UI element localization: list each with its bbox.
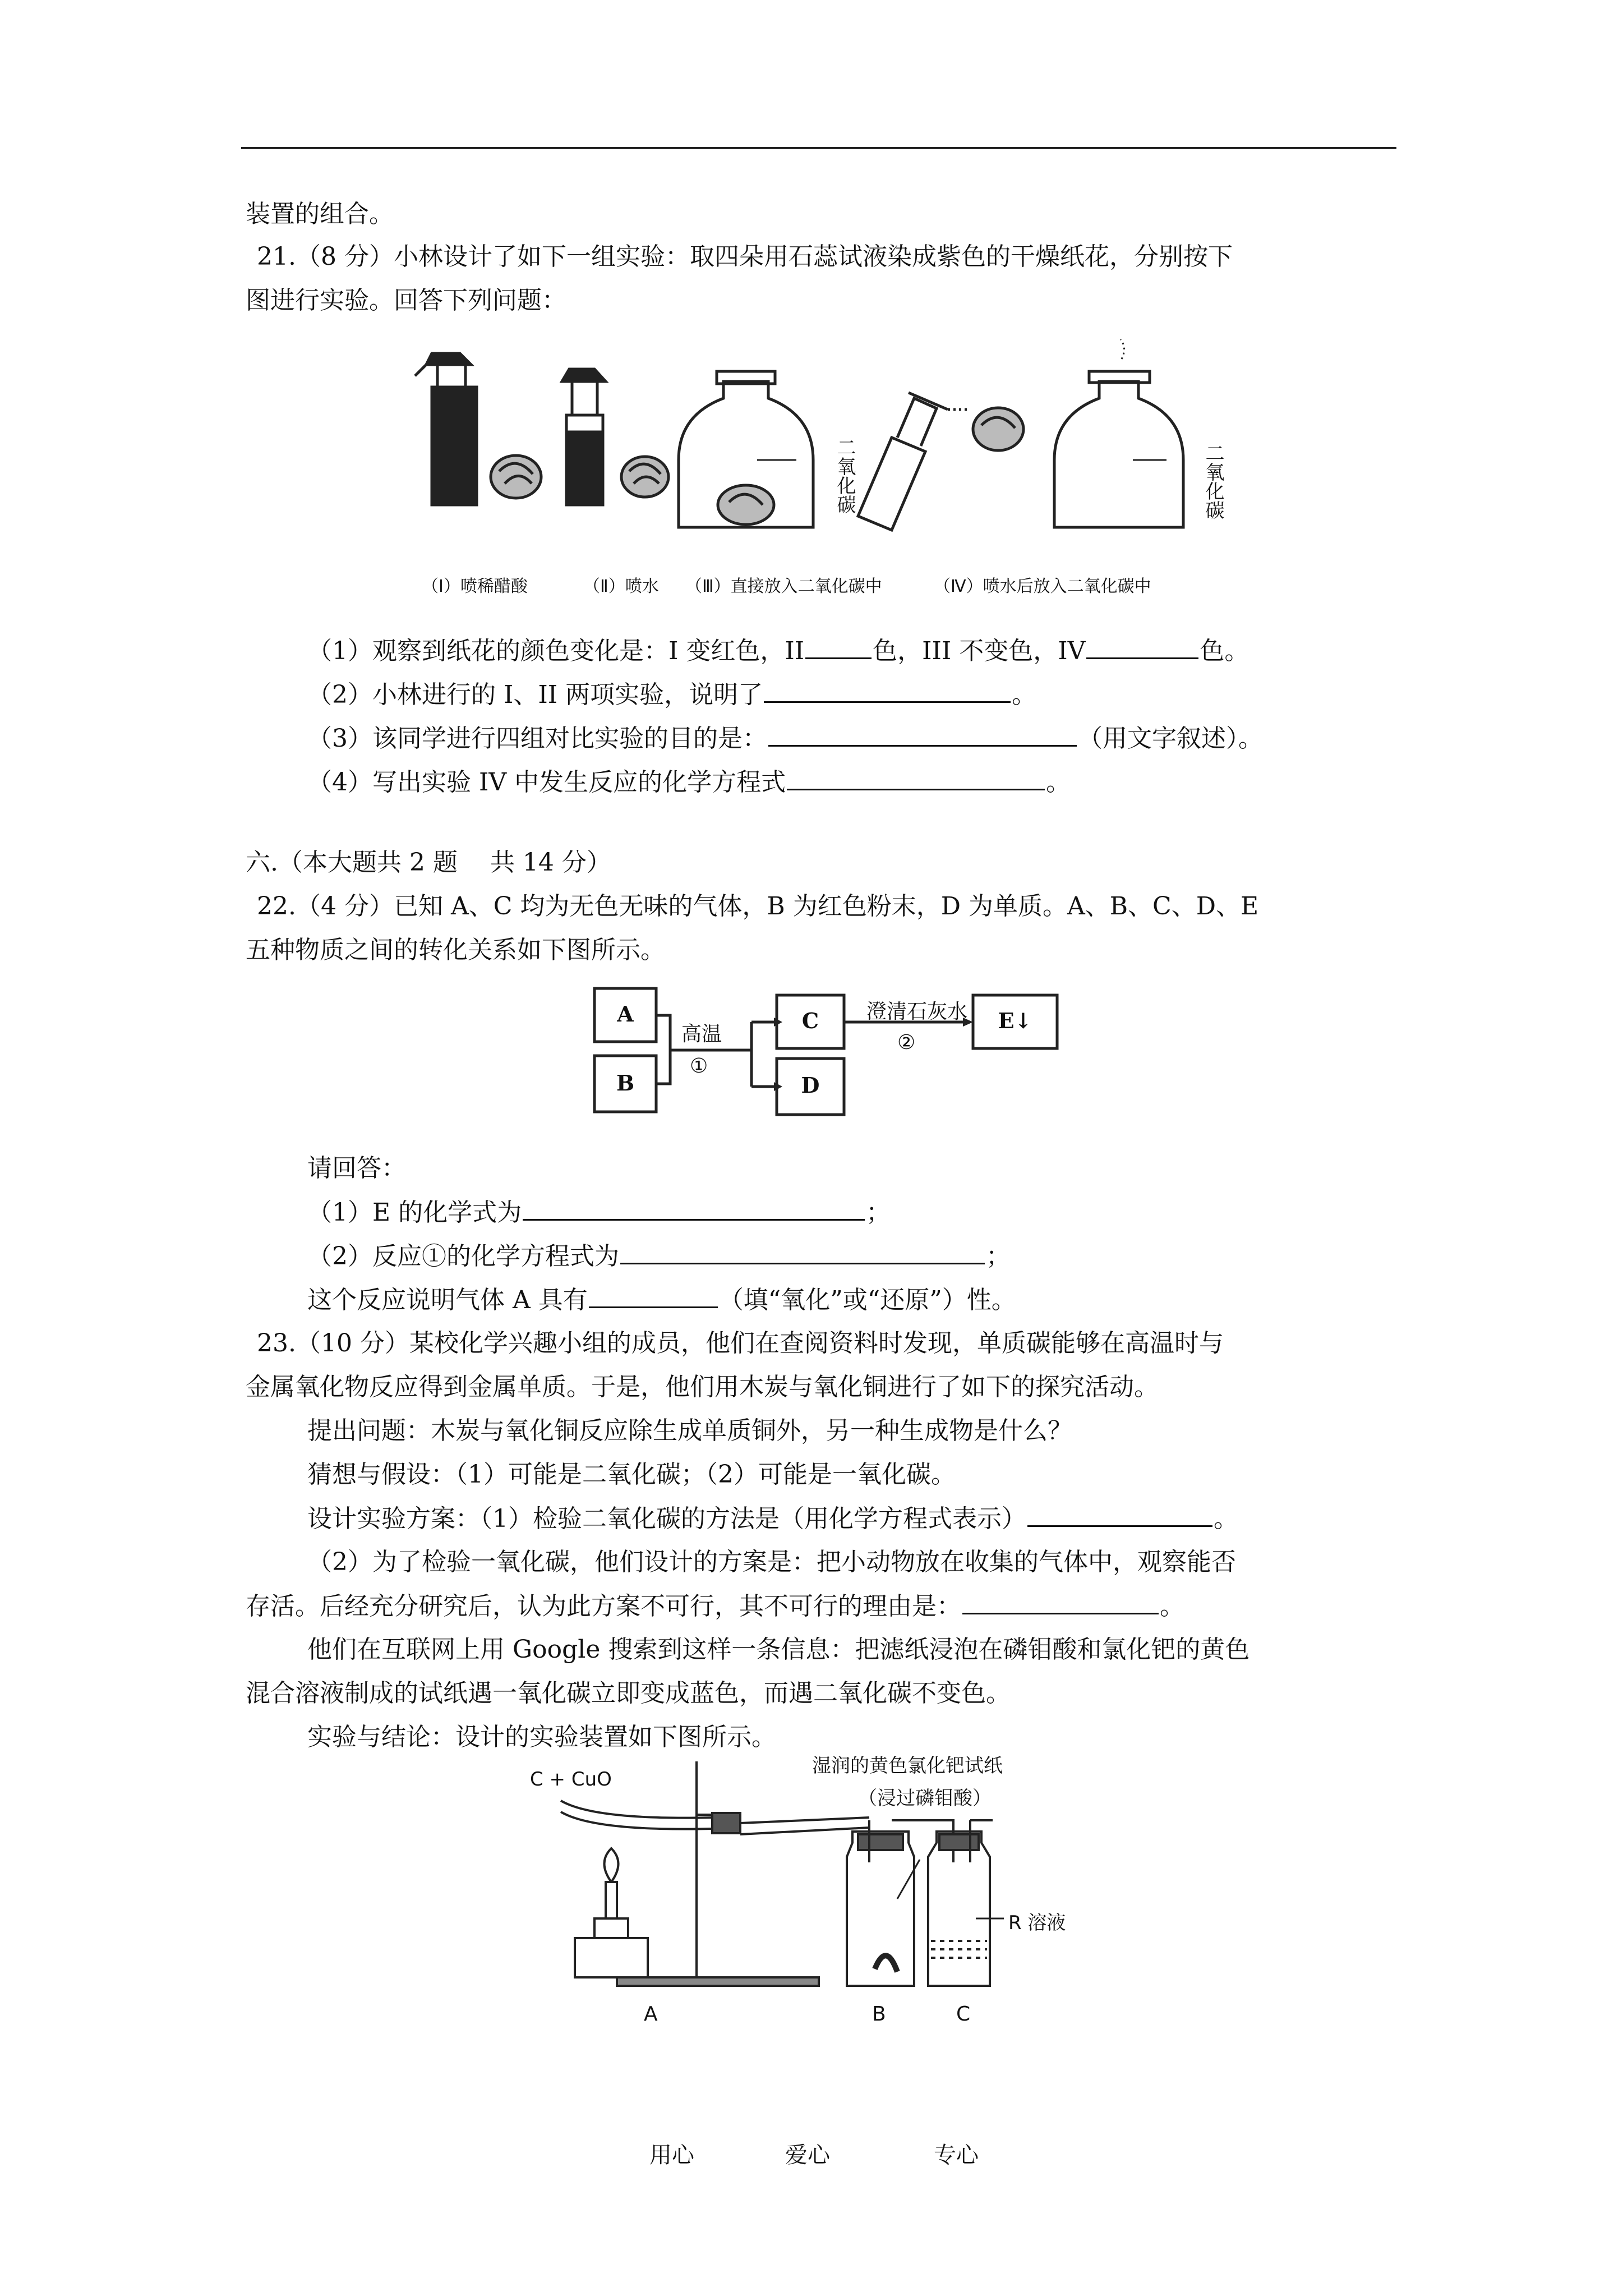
question-23-problem: 提出问题：木炭与氧化铜反应除生成单质铜外，另一种生成物是什么？ xyxy=(307,1416,1072,1445)
question-23-hypothesis: 猜想与假设：（1）可能是二氧化碳；（2）可能是一氧化碳。 xyxy=(307,1460,956,1489)
caption-exp-iv: （Ⅳ）喷水后放入二氧化碳中 xyxy=(934,577,1151,596)
caption-exp-iii: （Ⅲ）直接放入二氧化碳中 xyxy=(685,577,882,596)
question-23-design-1: 设计实验方案：（1）检验二氧化碳的方法是（用化学方程式表示） 。 xyxy=(307,1503,1238,1535)
answer-blank[interactable] xyxy=(962,1590,1159,1614)
apparatus-figure xyxy=(527,1750,1088,2031)
question-21-stem: 21.（8 分）小林设计了如下一组实验：取四朵用石蕊试液染成紫色的干燥纸花，分别按下 xyxy=(257,242,1233,271)
apparatus-b-label: B xyxy=(872,2003,886,2026)
conversion-flowchart xyxy=(592,983,1068,1123)
question-23-design-2: （2）为了检验一氧化碳，他们设计的方案是：把小动物放在收集的气体中，观察能否 xyxy=(307,1548,1236,1576)
apparatus-c-label: C xyxy=(956,2003,971,2026)
reactant-label: C + CuO xyxy=(530,1768,612,1791)
answer-blank[interactable] xyxy=(1086,635,1198,659)
footer-text-3: 专心 xyxy=(934,2142,979,2168)
answer-blank[interactable] xyxy=(589,1284,718,1308)
question-23-conclusion: 实验与结论：设计的实验装置如下图所示。 xyxy=(307,1723,776,1751)
question-21-1: （1）观察到纸花的颜色变化是：I 变红色，II 色，III 不变色，IV 色。 xyxy=(307,635,1249,667)
question-21-2: （2）小林进行的 I、II 两项实验，说明了 。 xyxy=(307,679,1036,711)
answer-blank[interactable] xyxy=(1027,1503,1212,1527)
condition-high-temp: 高温 xyxy=(681,1023,722,1046)
question-22-stem: 22.（4 分）已知 A、C 均为无色无味的气体，B 为红色粉末，D 为单质。A、B、C、D、E xyxy=(257,892,1259,921)
apparatus-a-label: A xyxy=(644,2003,658,2026)
jar-label-co2-iv: 二氧化碳 xyxy=(1202,443,1224,519)
question-23-stem: 23.（10 分）某校化学兴趣小组的成员，他们在查阅资料时发现，单质碳能够在高温时与 xyxy=(257,1329,1224,1358)
question-22-2: （2）反应①的化学方程式为 ； xyxy=(307,1240,1011,1272)
litmus-flower-experiment-figure xyxy=(409,337,1245,555)
box-c-label: C xyxy=(801,1008,819,1033)
condition-limewater: 澄清石灰水 xyxy=(866,1000,968,1023)
box-d-label: D xyxy=(801,1073,820,1098)
question-21-4: （4）写出实验 IV 中发生反应的化学方程式 。 xyxy=(307,766,1071,798)
test-paper-note: （浸过磷钼酸） xyxy=(858,1787,992,1810)
box-e-label: E↓ xyxy=(998,1008,1032,1033)
box-b-label: B xyxy=(616,1070,635,1096)
answer-blank[interactable] xyxy=(768,723,1077,747)
question-23-info-cont: 混合溶液制成的试纸遇一氧化碳立即变成蓝色，而遇二氧化碳不变色。 xyxy=(246,1679,1011,1708)
jar-label-co2-iii: 二氧化碳 xyxy=(833,438,856,514)
question-22-stem-cont: 五种物质之间的转化关系如下图所示。 xyxy=(246,936,665,964)
question-23-info: 他们在互联网上用 Google 搜索到这样一条信息：把滤纸浸泡在磷钼酸和氯化钯的黄色 xyxy=(307,1635,1250,1664)
footer-text-1: 用心 xyxy=(649,2142,694,2168)
reaction-number-1: ① xyxy=(690,1055,708,1078)
question-22-3: 这个反应说明气体 A 具有 （填“氧化”或“还原”）性。 xyxy=(307,1284,1016,1316)
answer-blank[interactable] xyxy=(787,766,1045,790)
caption-exp-ii: （Ⅱ）喷水 xyxy=(583,577,659,596)
answer-blank[interactable] xyxy=(805,635,872,659)
question-21-3: （3）该同学进行四组对比实验的目的是： （用文字叙述）。 xyxy=(307,723,1263,754)
answer-blank[interactable] xyxy=(764,679,1011,703)
box-a-label: A xyxy=(617,1001,634,1027)
question-23-design-2-cont: 存活。后经充分研究后，认为此方案不可行，其不可行的理由是： 。 xyxy=(246,1590,1184,1622)
text-line: 装置的组合。 xyxy=(246,200,394,228)
header-rule xyxy=(241,147,1396,149)
question-21-stem-cont: 图进行实验。回答下列问题： xyxy=(246,286,566,315)
r-solution-label: R 溶液 xyxy=(1008,1912,1066,1934)
test-paper-label: 湿润的黄色氯化钯试纸 xyxy=(812,1755,1003,1777)
answer-blank[interactable] xyxy=(620,1240,985,1264)
question-22-1: （1）E 的化学式为 ； xyxy=(307,1197,891,1228)
section-6-heading: 六.（本大题共 2 题 共 14 分） xyxy=(246,848,611,877)
question-23-stem-cont: 金属氧化物反应得到金属单质。于是，他们用木炭与氧化铜进行了如下的探究活动。 xyxy=(246,1373,1159,1401)
question-22-ask: 请回答： xyxy=(307,1154,406,1182)
caption-exp-i: （Ⅰ）喷稀醋酸 xyxy=(422,577,528,596)
answer-blank[interactable] xyxy=(523,1197,865,1221)
reaction-number-2: ② xyxy=(897,1031,916,1054)
footer-text-2: 爱心 xyxy=(785,2142,830,2168)
